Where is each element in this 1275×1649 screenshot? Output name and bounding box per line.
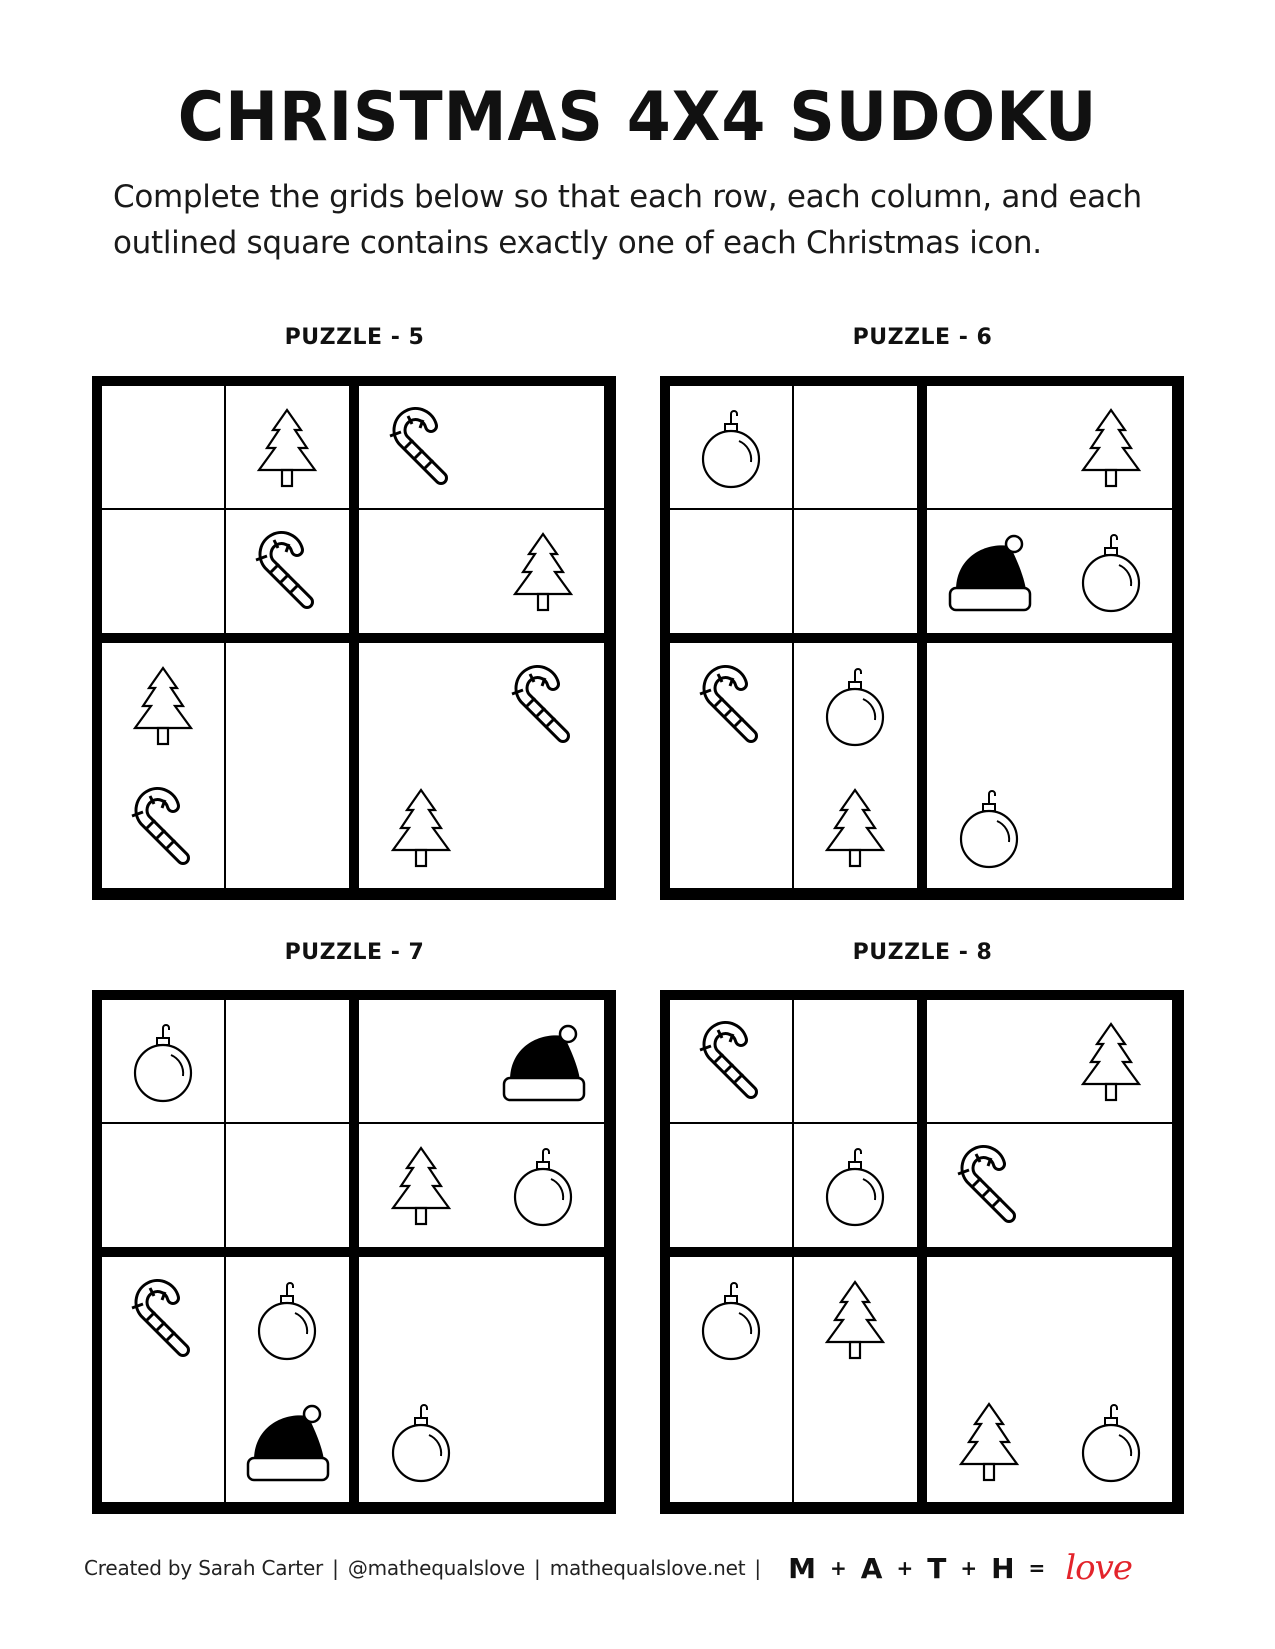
sudoku-cell-empty[interactable]	[226, 767, 350, 891]
candy-cane-icon	[505, 662, 581, 748]
sudoku-cell-empty[interactable]	[1051, 767, 1175, 891]
sudoku-cell-given	[1051, 1381, 1175, 1505]
sudoku-cell-empty[interactable]	[102, 386, 226, 510]
sudoku-cell-given	[483, 643, 607, 767]
ornament-icon	[951, 784, 1027, 870]
box-divider-horizontal	[102, 633, 606, 643]
puzzle-grid-7	[92, 990, 616, 1514]
puzzle-label-6: PUZZLE - 6	[852, 325, 993, 350]
christmas-tree-icon	[1073, 404, 1149, 490]
candy-cane-icon	[383, 404, 459, 490]
brand-love-script: love	[1065, 1548, 1132, 1588]
sudoku-cell-given	[226, 510, 350, 634]
ornament-icon	[817, 1142, 893, 1228]
sudoku-cell-given	[1051, 386, 1175, 510]
brand-equals: =	[1028, 1556, 1046, 1580]
sudoku-cell-given	[483, 1124, 607, 1248]
christmas-tree-icon	[383, 1142, 459, 1228]
footer-separator: |	[533, 1556, 541, 1580]
ornament-icon	[817, 662, 893, 748]
sudoku-cell-given	[927, 767, 1051, 891]
sudoku-cell-empty[interactable]	[927, 1000, 1051, 1124]
sudoku-cell-given	[102, 767, 226, 891]
footer-handle[interactable]: @mathequalslove	[347, 1556, 525, 1580]
sudoku-cell-given	[670, 1000, 794, 1124]
sudoku-cell-empty[interactable]	[483, 1381, 607, 1505]
sudoku-cell-empty[interactable]	[927, 643, 1051, 767]
sudoku-cell-empty[interactable]	[359, 643, 483, 767]
sudoku-cell-given	[226, 1257, 350, 1381]
sudoku-cell-given	[483, 1000, 607, 1124]
instructions: Complete the grids below so that each row, each column, and each outlined square contains exactly one of each Christmas icon.	[113, 179, 1142, 261]
christmas-tree-icon	[817, 784, 893, 870]
sudoku-cell-empty[interactable]	[359, 1257, 483, 1381]
sudoku-cell-empty[interactable]	[226, 1124, 350, 1248]
ornament-icon	[125, 1018, 201, 1104]
footer	[84, 1546, 1132, 1590]
sudoku-cell-empty[interactable]	[794, 1000, 918, 1124]
christmas-tree-icon	[817, 1276, 893, 1362]
christmas-tree-icon	[1073, 1018, 1149, 1104]
puzzle-grid-8	[660, 990, 1184, 1514]
brand-logo	[788, 1548, 1132, 1588]
sudoku-cell-empty[interactable]	[483, 767, 607, 891]
sudoku-cell-given	[794, 1257, 918, 1381]
sudoku-cell-given	[359, 767, 483, 891]
sudoku-cell-empty[interactable]	[483, 1257, 607, 1381]
brand-plus: +	[830, 1556, 847, 1580]
ornament-icon	[505, 1142, 581, 1228]
sudoku-cell-given	[359, 386, 483, 510]
ornament-icon	[1073, 528, 1149, 614]
ornament-icon	[1073, 1398, 1149, 1484]
sudoku-cell-empty[interactable]	[794, 386, 918, 510]
sudoku-cell-empty[interactable]	[483, 386, 607, 510]
puzzle-label-8: PUZZLE - 8	[852, 940, 993, 965]
candy-cane-icon	[125, 784, 201, 870]
christmas-tree-icon	[125, 662, 201, 748]
sudoku-cell-given	[670, 643, 794, 767]
sudoku-cell-empty[interactable]	[226, 1000, 350, 1124]
box-divider-horizontal	[670, 633, 1174, 643]
sudoku-cell-given	[1051, 510, 1175, 634]
puzzle-label-5: PUZZLE - 5	[284, 325, 425, 350]
sudoku-cell-empty[interactable]	[359, 1000, 483, 1124]
footer-separator: |	[332, 1556, 339, 1580]
candy-cane-icon	[693, 662, 769, 748]
santa-hat-icon	[242, 1398, 332, 1484]
candy-cane-icon	[249, 528, 325, 614]
sudoku-cell-empty[interactable]	[670, 1124, 794, 1248]
candy-cane-icon	[125, 1276, 201, 1362]
sudoku-cell-given	[483, 510, 607, 634]
ornament-icon	[693, 1276, 769, 1362]
sudoku-cell-given	[226, 386, 350, 510]
sudoku-cell-given	[927, 510, 1051, 634]
sudoku-cell-given	[1051, 1000, 1175, 1124]
sudoku-cell-empty[interactable]	[102, 1381, 226, 1505]
sudoku-cell-given	[359, 1124, 483, 1248]
brand-plus: +	[896, 1556, 914, 1580]
brand-letter-a: A	[860, 1551, 883, 1585]
sudoku-cell-empty[interactable]	[1051, 1257, 1175, 1381]
christmas-tree-icon	[249, 404, 325, 490]
sudoku-cell-given	[102, 1257, 226, 1381]
sudoku-cell-given	[102, 643, 226, 767]
sudoku-cell-empty[interactable]	[670, 510, 794, 634]
sudoku-cell-empty[interactable]	[359, 510, 483, 634]
sudoku-cell-empty[interactable]	[927, 386, 1051, 510]
sudoku-cell-given	[226, 1381, 350, 1505]
sudoku-cell-empty[interactable]	[670, 767, 794, 891]
christmas-tree-icon	[505, 528, 581, 614]
footer-credit: Created by Sarah Carter	[84, 1556, 324, 1580]
sudoku-cell-given	[927, 1124, 1051, 1248]
puzzle-label-7: PUZZLE - 7	[284, 940, 425, 965]
sudoku-cell-empty[interactable]	[794, 1381, 918, 1505]
sudoku-cell-empty[interactable]	[226, 643, 350, 767]
sudoku-cell-empty[interactable]	[670, 1381, 794, 1505]
puzzle-grid-6	[660, 376, 1184, 900]
sudoku-cell-empty[interactable]	[794, 510, 918, 634]
puzzle-grid-5	[92, 376, 616, 900]
sudoku-cell-given	[794, 1124, 918, 1248]
candy-cane-icon	[693, 1018, 769, 1104]
ornament-icon	[249, 1276, 325, 1362]
brand-letter-h: H	[991, 1551, 1015, 1585]
sudoku-cell-empty[interactable]	[1051, 1124, 1175, 1248]
candy-cane-icon	[951, 1142, 1027, 1228]
christmas-tree-icon	[383, 784, 459, 870]
sudoku-cell-empty[interactable]	[102, 1124, 226, 1248]
sudoku-cell-empty[interactable]	[102, 510, 226, 634]
sudoku-cell-empty[interactable]	[927, 1257, 1051, 1381]
sudoku-cell-empty[interactable]	[1051, 643, 1175, 767]
sudoku-cell-given	[794, 767, 918, 891]
footer-separator: |	[754, 1556, 762, 1580]
sudoku-cell-given	[670, 386, 794, 510]
santa-hat-icon	[498, 1018, 588, 1104]
ornament-icon	[693, 404, 769, 490]
brand-letter-m: M	[788, 1551, 816, 1585]
footer-website[interactable]: mathequalslove.net	[549, 1556, 746, 1580]
sudoku-cell-given	[927, 1381, 1051, 1505]
sudoku-cell-given	[794, 643, 918, 767]
box-divider-horizontal	[102, 1247, 606, 1257]
brand-plus: +	[960, 1556, 978, 1580]
sudoku-cell-given	[359, 1381, 483, 1505]
page-title: CHRISTMAS 4X4 SUDOKU	[177, 78, 1098, 157]
christmas-tree-icon	[951, 1398, 1027, 1484]
brand-letter-t: T	[927, 1551, 947, 1585]
sudoku-cell-given	[102, 1000, 226, 1124]
box-divider-horizontal	[670, 1247, 1174, 1257]
ornament-icon	[383, 1398, 459, 1484]
santa-hat-icon	[944, 528, 1034, 614]
sudoku-cell-given	[670, 1257, 794, 1381]
